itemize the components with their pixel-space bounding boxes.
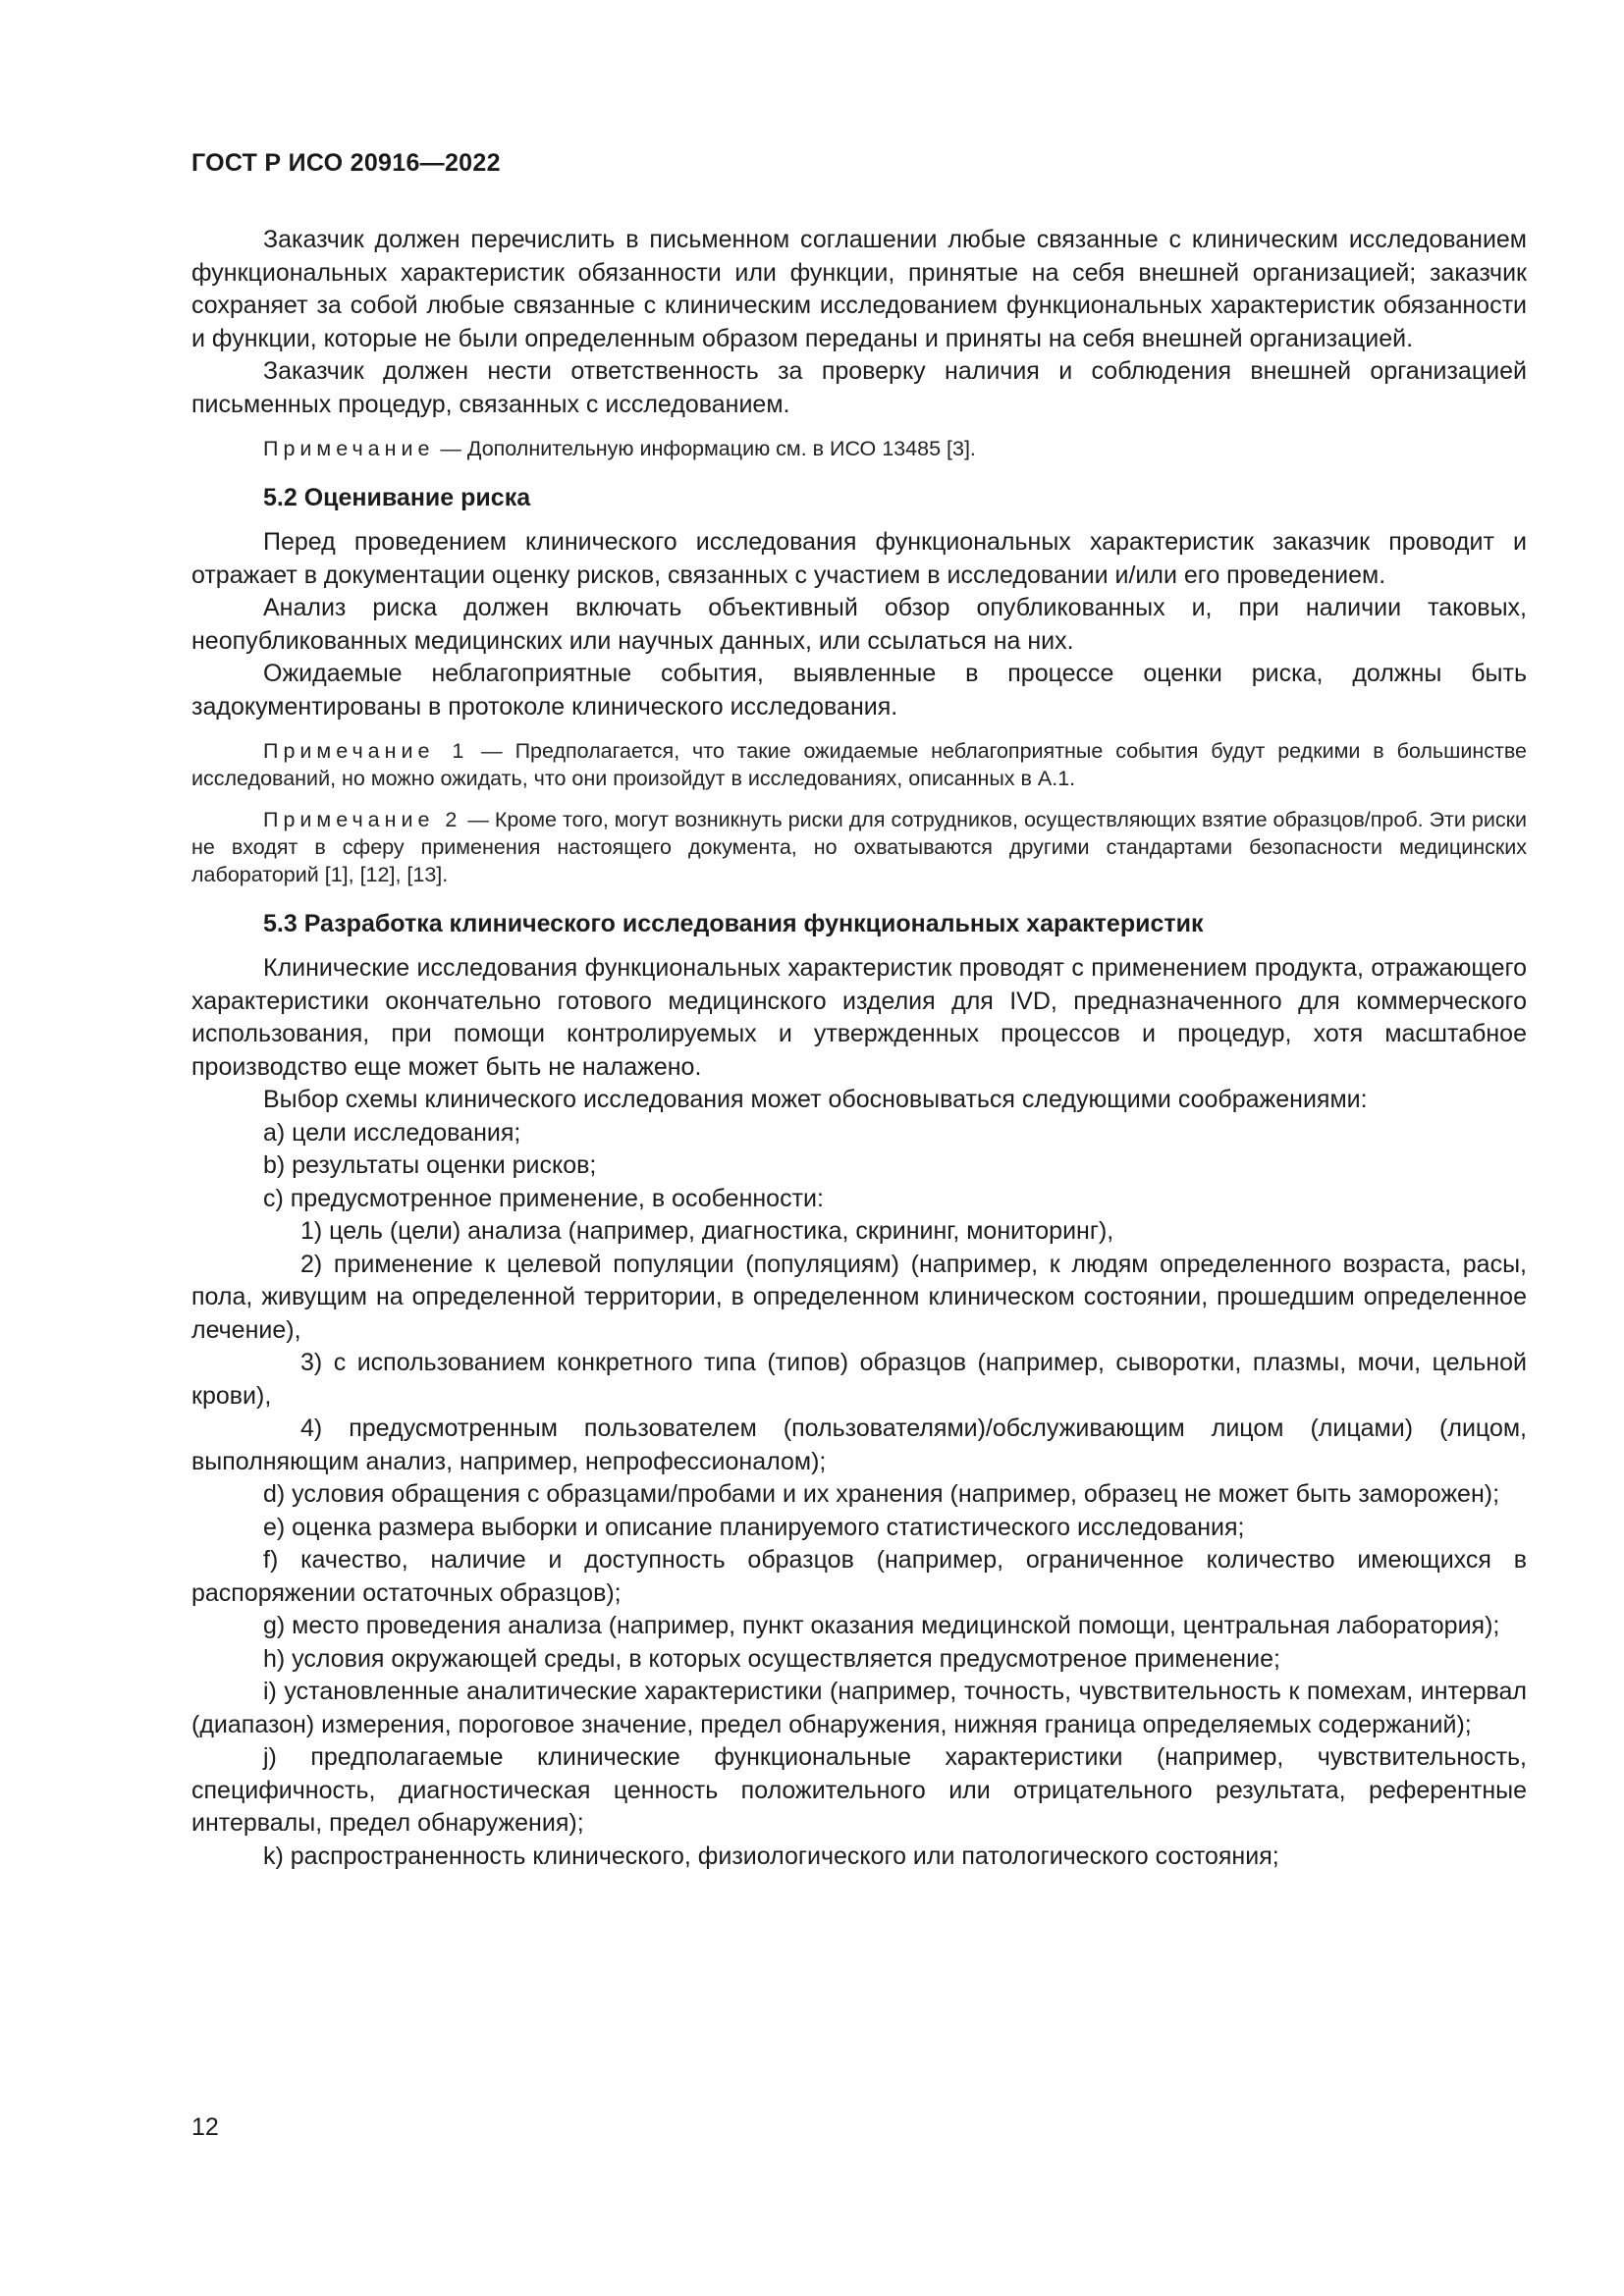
list-item: f) качество, наличие и доступность образцов (например, ограниченное количество имеющихся в распоряжении остаточных образцов); [191, 1546, 1527, 1607]
paragraph: Анализ риска должен включать объективный обзор опубликованных и, при наличии таковых, неопубликованных медицинских или научных данных, или ссылаться на них. [191, 594, 1527, 655]
list-item: h) условия окружающей среды, в которых осуществляется предусмотреное применение; [263, 1644, 1280, 1673]
sub-list-item: 4) предусмотренным пользователем (пользователями)/обслуживающим лицом (лицами) (лицом, выполняющим анализ, например, непрофессионалом); [191, 1415, 1527, 1475]
note-text: — Предполагается, что такие ожидаемые неблагоприятные события будут редкими в большинстве исследований, но можно ожидать, что они произойдут в исследованиях, описанных в А.1. [191, 739, 1528, 790]
list-item: k) распространенность клинического, физиологического или патологического состояния; [263, 1842, 1279, 1870]
note-label: Примечание 1 [263, 739, 469, 763]
paragraph: Заказчик должен нести ответственность за проверку наличия и соблюдения внешней организацией письменных процедур, связанных с исследованием. [191, 357, 1527, 418]
list-item: i) установленные аналитические характеристики (например, точность, чувствительность к помехам, интервал (диапазон) измерения, пороговое значение, предел обнаружения, нижняя граница определяемых содержаний); [191, 1678, 1527, 1738]
list-item: d) условия обращения с образцами/пробами и их хранения (например, образец не может быть заморожен); [263, 1480, 1500, 1508]
paragraph: Выбор схемы клинического исследования может обосновываться следующими соображениями: [263, 1086, 1368, 1113]
paragraph: Перед проведением клинического исследования функциональных характеристик заказчик проводит и отражает в документации оценку рисков, связанных с участием в исследовании и/или его проведением. [191, 528, 1527, 589]
section-heading: 5.3 Разработка клинического исследования функциональных характеристик [263, 910, 1204, 937]
list-item: e) оценка размера выборки и описание планируемого статистического исследования; [263, 1513, 1245, 1541]
list-item: g) место проведения анализа (например, пункт оказания медицинской помощи, центральная лаборатория); [263, 1612, 1500, 1639]
paragraph: Заказчик должен перечислить в письменном соглашении любые связанные с клиническим исследованием функциональных характеристик обязанности или функции, принятые на себя внешней организацией; заказчик сохраняет за собой любые связанные с клиническим исследованием функциональных характеристик обязанности и функции, которые не были определенным образом переданы и приняты на себя внешней организацией. [191, 226, 1527, 352]
paragraph: Ожидаемые неблагоприятные события, выявленные в процессе оценки риска, должны быть задокументированы в протоколе клинического исследования. [191, 660, 1527, 721]
document-header: ГОСТ Р ИСО 20916—2022 [191, 149, 501, 177]
document-page [191, 0, 1527, 2296]
section-heading: 5.2 Оценивание риска [263, 484, 531, 511]
note-label: Примечание 2 [263, 808, 462, 831]
note [191, 737, 1527, 792]
sub-list-item: 1) цель (цели) анализа (например, диагностика, скрининг, мониторинг), [300, 1217, 1114, 1245]
note [191, 435, 1527, 462]
list-item: j) предполагаемые клинические функциональные характеристики (например, чувствительность, специфичность, диагностическая ценность положительного или отрицательного результата, референтные интервалы, предел обнаружения); [191, 1743, 1527, 1837]
paragraph: Клинические исследования функциональных характеристик проводят с применением продукта, отражающего характеристики окончательно готового медицинского изделия для IVD, предназначенного для коммерческого использования, при помощи контролируемых и утвержденных процессов и процедур, хотя масштабное производство еще может быть не налажено. [191, 954, 1527, 1081]
list-item: a) цели исследования; [263, 1118, 521, 1147]
document-body [191, 224, 1527, 1873]
note-label: Примечание [263, 437, 435, 460]
list-item: b) результаты оценки рисков; [263, 1151, 597, 1179]
note [191, 806, 1527, 888]
note-text: — Дополнительную информацию см. в ИСО 13485 [3]. [434, 437, 976, 460]
sub-list-item: 2) применение к целевой популяции (популяциям) (например, к людям определенного возраста, расы, пола, живущим на определенной территории, в определенном клиническом состоянии, прошедшим определенное лечение), [191, 1250, 1527, 1344]
list-item: c) предусмотренное применение, в особенности: [263, 1184, 824, 1212]
page-number: 12 [191, 2113, 219, 2141]
note-text: — Кроме того, могут возникнуть риски для сотрудников, осуществляющих взятие образцов/проб. Эти риски не входят в сферу применения настоящего документа, но охватываются другими стандартами безопасности медицинских лабораторий [1], [12], [13]. [191, 808, 1527, 886]
sub-list-item: 3) с использованием конкретного типа (типов) образцов (например, сыворотки, плазмы, мочи, цельной крови), [191, 1349, 1527, 1410]
